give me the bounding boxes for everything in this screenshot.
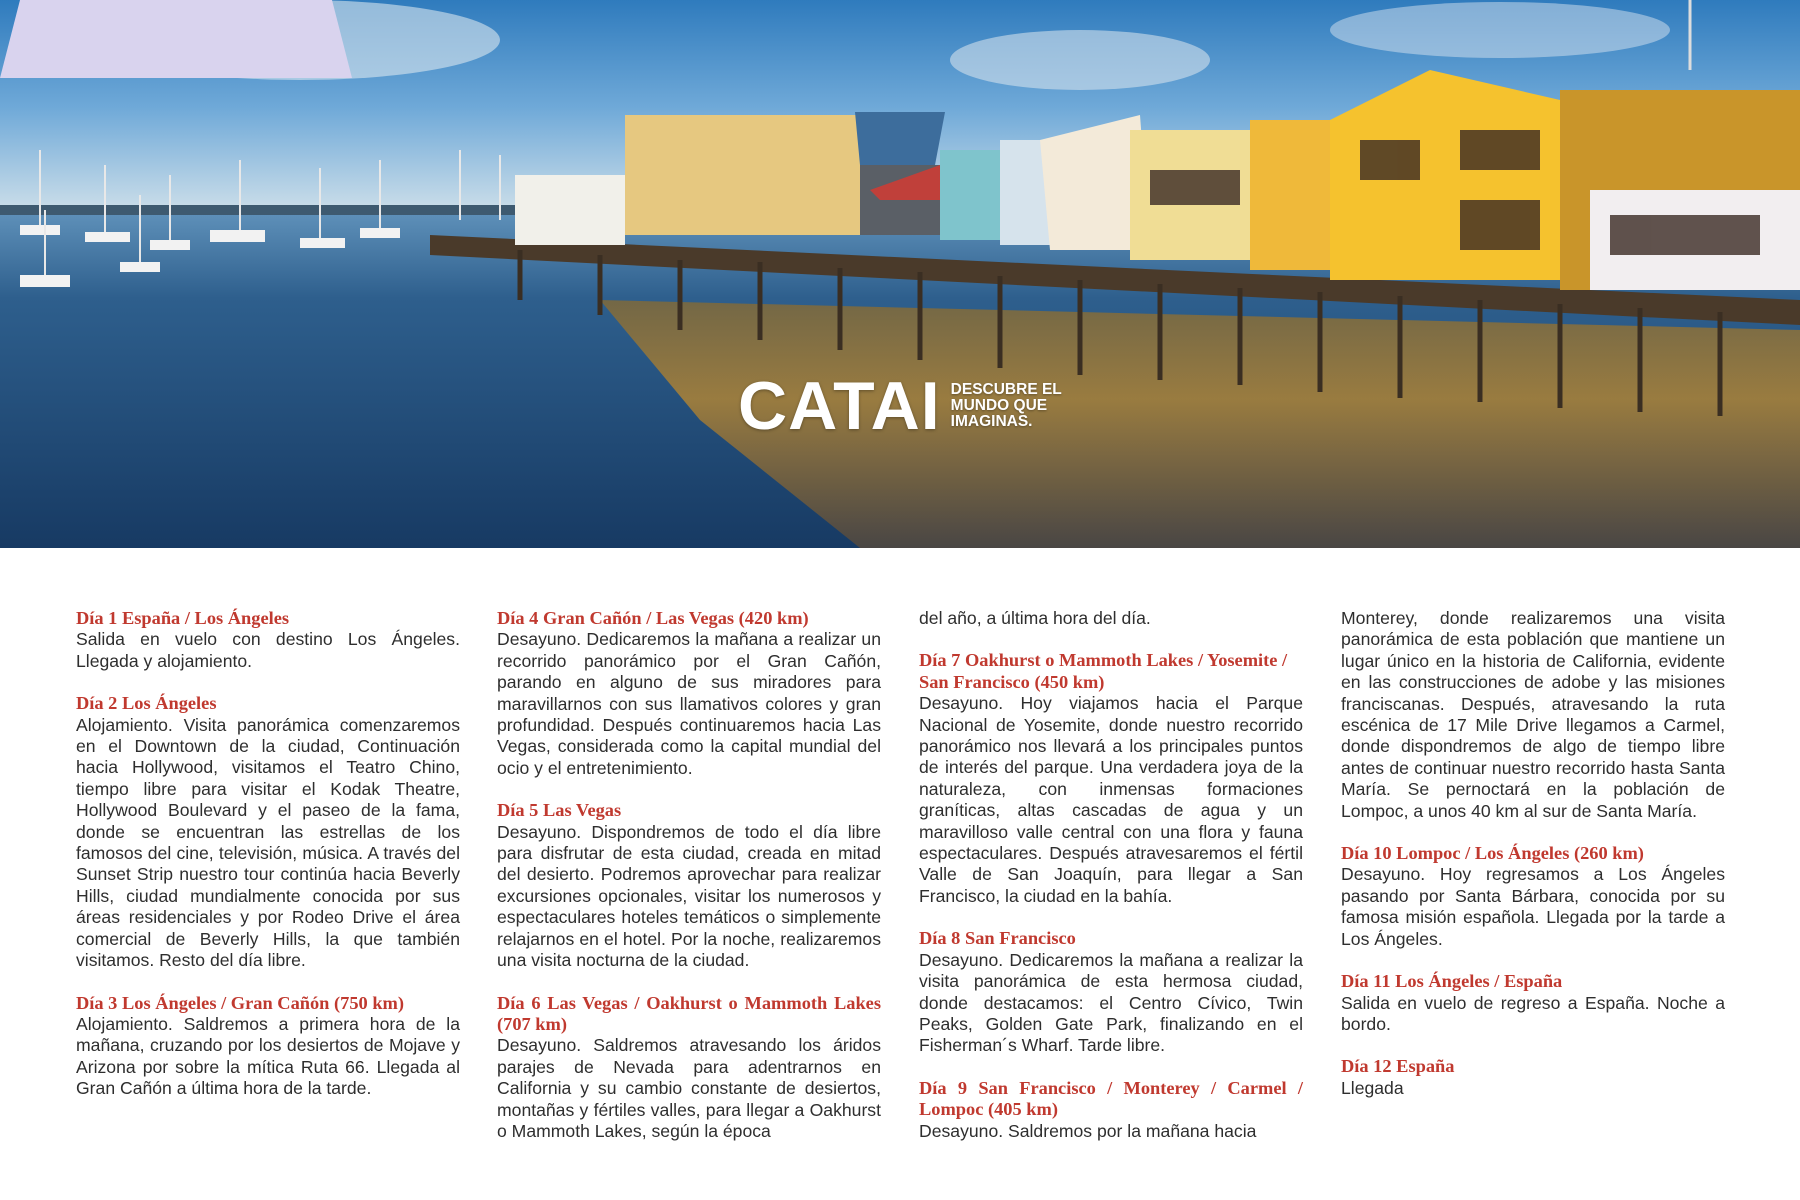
itinerary-column-2 <box>497 608 881 1163</box>
day-title: Día 5 Las Vegas <box>497 800 622 821</box>
itinerary-column-3 <box>919 608 1303 1163</box>
day-block-continued <box>919 608 1303 629</box>
logo-tagline <box>951 382 1062 430</box>
tagline-line: IMAGINAS. <box>950 413 1033 430</box>
day-block <box>1341 971 1725 1035</box>
day-title: Día 8 San Francisco <box>919 928 1076 949</box>
decorative-tab <box>0 0 352 80</box>
day-text: Salida en vuelo con destino Los Ángeles. Llegada y alojamiento. <box>76 629 460 671</box>
catai-logo <box>738 368 1062 444</box>
day-text: Llegada <box>1341 1077 1404 1098</box>
logo-wordmark: CATAI <box>738 368 941 444</box>
day-title: Día 11 Los Ángeles / España <box>1341 971 1563 992</box>
tagline-line: MUNDO QUE <box>950 397 1048 414</box>
day-block <box>497 608 881 779</box>
day-text: Desayuno. Saldremos atravesando los áridos parajes de Nevada para adentrarnos en California y su cambio constante de desiertos, montañas y fértiles valles, para llegar a Oakhurst o Mammoth Lakes, según la época <box>497 1035 881 1141</box>
day-text: Monterey, donde realizaremos una visita panorámica de esta población que mantiene un lugar único en la historia de California, evidente en las construcciones de adobe y las misiones franciscanas. Después, atravesando la ruta escénica de 17 Mile Drive llegamos a Carmel, donde dispondremos de algo de tiempo libre antes de continuar nuestro recorrido hasta Santa María. Se pernoctará en la población de Lompoc, a unos 40 km al sur de Santa María. <box>1341 608 1725 821</box>
day-block <box>1341 843 1725 950</box>
day-block <box>1341 1056 1725 1099</box>
day-block <box>76 608 460 672</box>
day-title: Día 2 Los Ángeles <box>76 693 217 714</box>
hero-image <box>0 0 1800 548</box>
day-title: Día 3 Los Ángeles / Gran Cañón (750 km) <box>76 992 404 1013</box>
day-title: Día 1 España / Los Ángeles <box>76 608 290 628</box>
day-text: Desayuno. Saldremos por la mañana hacia <box>919 1120 1257 1141</box>
day-block <box>76 993 460 1100</box>
day-title: Día 7 Oakhurst o Mammoth Lakes / Yosemite / San Francisco (450 km) <box>919 650 1288 692</box>
day-block <box>497 993 881 1143</box>
day-text: Salida en vuelo de regreso a España. Noche a bordo. <box>1341 992 1725 1034</box>
day-block <box>919 650 1303 907</box>
day-text: Desayuno. Dedicaremos la mañana a realizar la visita panorámica de esta hermosa ciudad, donde destacamos: el Centro Cívico, Twin Peaks, Golden Gate Park, finalizando en el Fisherman´s Wharf. Tarde libre. <box>919 949 1303 1056</box>
itinerary-column-1 <box>76 608 460 1121</box>
day-title: Día 12 España <box>1341 1056 1455 1077</box>
day-block <box>76 693 460 971</box>
day-block <box>919 1078 1303 1142</box>
day-title: Día 10 Lompoc / Los Ángeles (260 km) <box>1341 843 1644 864</box>
day-text: Desayuno. Dedicaremos la mañana a realizar un recorrido panorámico por el Gran Cañón, parando en alguno de sus miradores para maravillarnos con sus llamativos colores y gran profundidad. Después continuaremos hacia Las Vegas, considerada como la capital mundial del ocio y el entretenimiento. <box>497 629 881 778</box>
day-block <box>497 800 881 971</box>
day-text: del año, a última hora del día. <box>919 608 1151 628</box>
day-text: Desayuno. Dispondremos de todo el día libre para disfrutar de esta ciudad, creada en mitad del desierto. Podremos aprovechar para realizar excursiones opcionales, visitar los numerosos y espectaculares hoteles temáticos o simplemente relajarnos en el hotel. Por la noche, realizaremos una visita nocturna de la ciudad. <box>497 821 881 971</box>
itinerary-column-4 <box>1341 608 1725 1120</box>
day-title: Día 9 San Francisco / Monterey / Carmel / Lompoc (405 km) <box>919 1077 1303 1120</box>
day-title: Día 6 Las Vegas / Oakhurst o Mammoth Lakes (707 km) <box>497 992 881 1034</box>
day-text: Alojamiento. Saldremos a primera hora de la mañana, cruzando por los desiertos de Mojave y Arizona por sobre la mítica Ruta 66. Llegada al Gran Cañón a última hora de la tarde. <box>76 1013 460 1099</box>
day-block <box>919 928 1303 1056</box>
tagline-line: DESCUBRE EL <box>950 381 1062 398</box>
day-title: Día 4 Gran Cañón / Las Vegas (420 km) <box>497 608 809 628</box>
day-text: Desayuno. Hoy regresamos a Los Ángeles pasando por Santa Bárbara, conocida por su famosa misión española. Llegada por la tarde a Los Ángeles. <box>1341 864 1725 949</box>
day-text: Desayuno. Hoy viajamos hacia el Parque Nacional de Yosemite, donde nuestro recorrido panorámico nos llevará a los principales puntos de interés del parque. Una verdadera joya de la naturaleza, con inmensas formaciones graníticas, altas cascadas de agua y un maravilloso valle central con una flora y fauna espectaculares. Después atravesaremos el fértil Valle de San Joaquín, para llegar a San Francisco, la ciudad en la bahía. <box>919 693 1303 906</box>
harbor-photo <box>0 0 1800 548</box>
day-block-continued <box>1341 608 1725 822</box>
day-text: Alojamiento. Visita panorámica comenzaremos en el Downtown de la ciudad, Continuación hacia Hollywood, visitamos el Teatro Chino, tiempo libre para visitar el Kodak Theatre, Hollywood Boulevard y el paseo de la fama, donde se encuentran las estrellas de los famosos del cine, televisión, música. A través del Sunset Strip nuestro tour continúa hacia Beverly Hills, ciudad mundialmente conocida por sus áreas residenciales y por Rodeo Drive el área comercial de Beverly Hills, la que también visitamos. Resto del día libre. <box>76 714 460 971</box>
